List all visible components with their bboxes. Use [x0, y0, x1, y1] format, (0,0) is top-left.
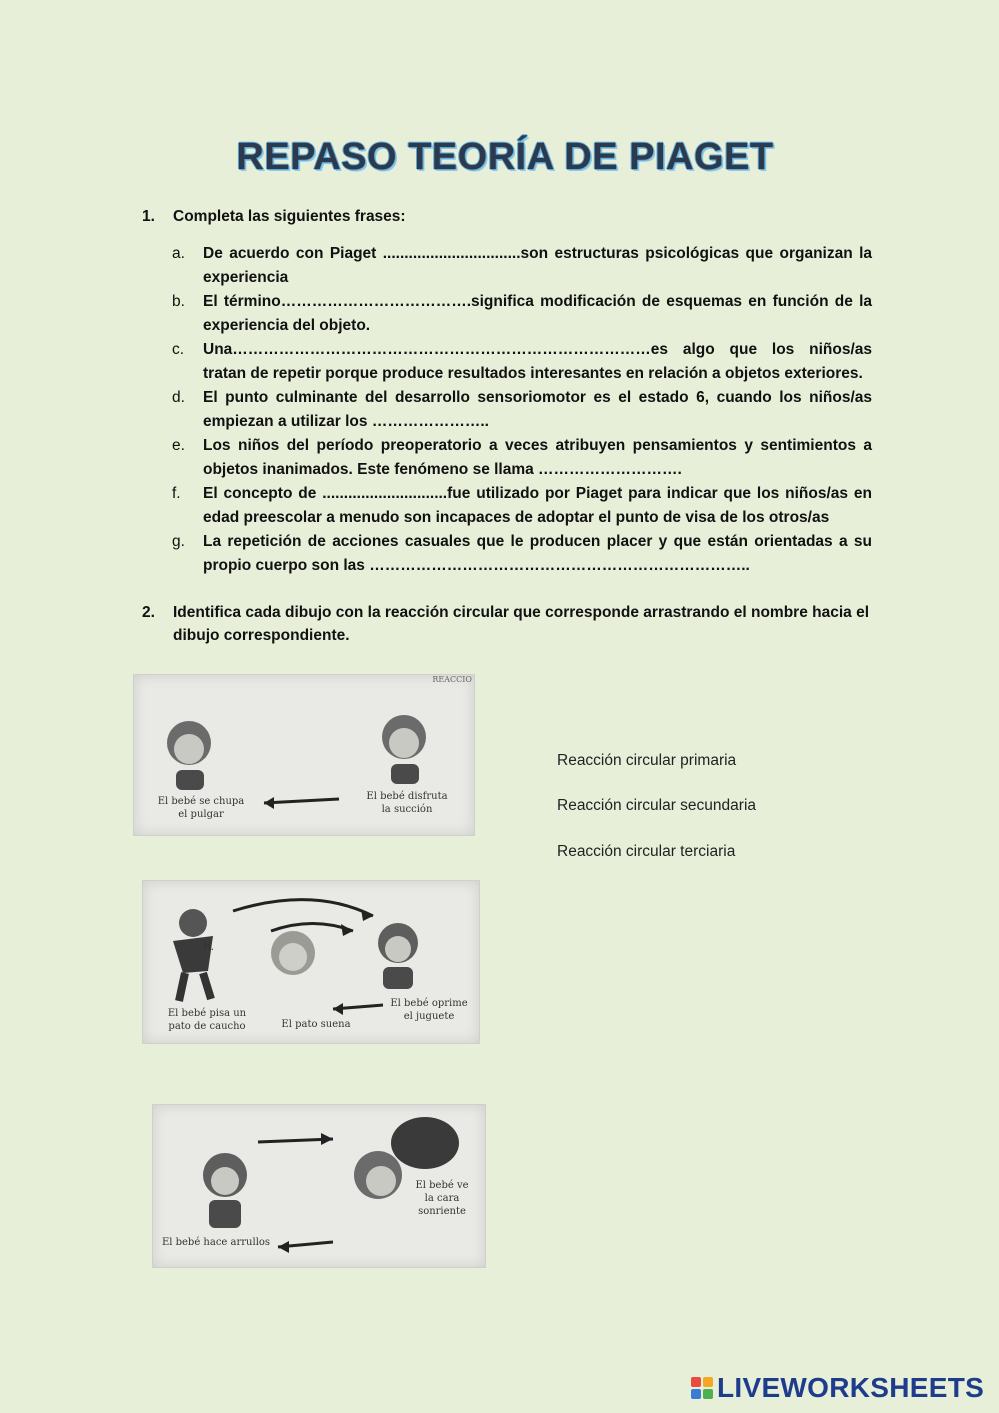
list-item: [172, 482, 872, 530]
drop-target-picture-1[interactable]: [133, 674, 475, 836]
corner-text: REACCIO: [432, 675, 472, 684]
item-letter: c.: [172, 341, 185, 358]
question-number: 2.: [142, 604, 155, 621]
item-text: El punto culminante del desarrollo sensoriomotor es el estado 6, cuando los niños/as empiezan a utilizar los …………………..: [203, 389, 872, 430]
list-item: [172, 386, 872, 434]
liveworksheets-icon: [690, 1376, 714, 1400]
logo-square: [703, 1389, 713, 1399]
item-letter: a.: [172, 245, 185, 262]
caption-left: El bebé hace arrullos: [161, 1237, 271, 1248]
item-letter: e.: [172, 437, 185, 454]
drag-option-primary[interactable]: Reacción circular primaria: [557, 752, 737, 769]
logo-square: [703, 1377, 713, 1387]
question-1: [142, 205, 872, 228]
caption-left: El bebé se chupa el pulgar: [157, 796, 245, 820]
item-letter: d.: [172, 389, 185, 406]
caption-left: El bebé pisa un pato de caucho: [167, 1008, 247, 1032]
item-text: El término……………………………….significa modificación de esquemas en función de la experiencia del objeto.: [203, 293, 872, 334]
item-text: Los niños del período preoperatorio a veces atribuyen pensamientos y sentimientos a objetos inanimados. Este fenómeno se llama ……………………….: [203, 437, 872, 478]
list-item: [172, 338, 872, 386]
drag-option-tertiary[interactable]: Reacción circular terciaria: [557, 843, 736, 860]
liveworksheets-logo: [690, 1372, 984, 1404]
item-letter: g.: [172, 533, 185, 550]
brand-name: LIVEWORKSHEETS: [717, 1372, 985, 1403]
page-title: REPASO TEORÍA DE PIAGET: [236, 136, 774, 178]
fill-in-list: [172, 242, 872, 578]
item-text: La repetición de acciones casuales que le producen placer y que están orientadas a su propio cuerpo son las ………………………………………………………………..: [203, 533, 872, 574]
item-text: De acuerdo con Piaget ................................son estructuras psicológicas que organizan la experiencia: [203, 245, 872, 286]
caption-right: El bebé disfruta la succión: [366, 791, 448, 815]
list-item: [172, 242, 872, 290]
drop-target-picture-3[interactable]: [152, 1104, 486, 1268]
drop-target-picture-2[interactable]: [142, 880, 480, 1044]
logo-square: [691, 1389, 701, 1399]
caption-right: El bebé ve la cara sonriente: [415, 1180, 469, 1217]
item-letter: b.: [172, 293, 185, 310]
list-item: [172, 290, 872, 338]
question-number: 1.: [142, 208, 155, 225]
caption-right: El bebé oprime el juguete: [390, 998, 468, 1022]
drag-option-secondary[interactable]: Reacción circular secundaria: [557, 797, 757, 814]
list-item: [172, 434, 872, 482]
question-2: [142, 601, 872, 647]
question-text: Identifica cada dibujo con la reacción circular que corresponde arrastrando el nombre hacia el dibujo correspondiente.: [173, 604, 869, 644]
item-text: El concepto de .............................fue utilizado por Piaget para indicar que los niños/as en edad preescolar a menudo son incapaces de adoptar el punto de visa de los otros/as: [203, 485, 872, 526]
question-text: Completa las siguientes frases:: [173, 208, 406, 225]
caption-mid: El pato suena: [281, 1019, 351, 1030]
logo-square: [691, 1377, 701, 1387]
item-letter: f.: [172, 485, 181, 502]
answer-marker: h.: [204, 939, 215, 953]
list-item: [172, 530, 872, 578]
item-text: Una………………………………………………………………………es algo que los niños/as tratan de repetir porque produce resultados interesantes en relación a objetos exteriores.: [203, 341, 872, 382]
